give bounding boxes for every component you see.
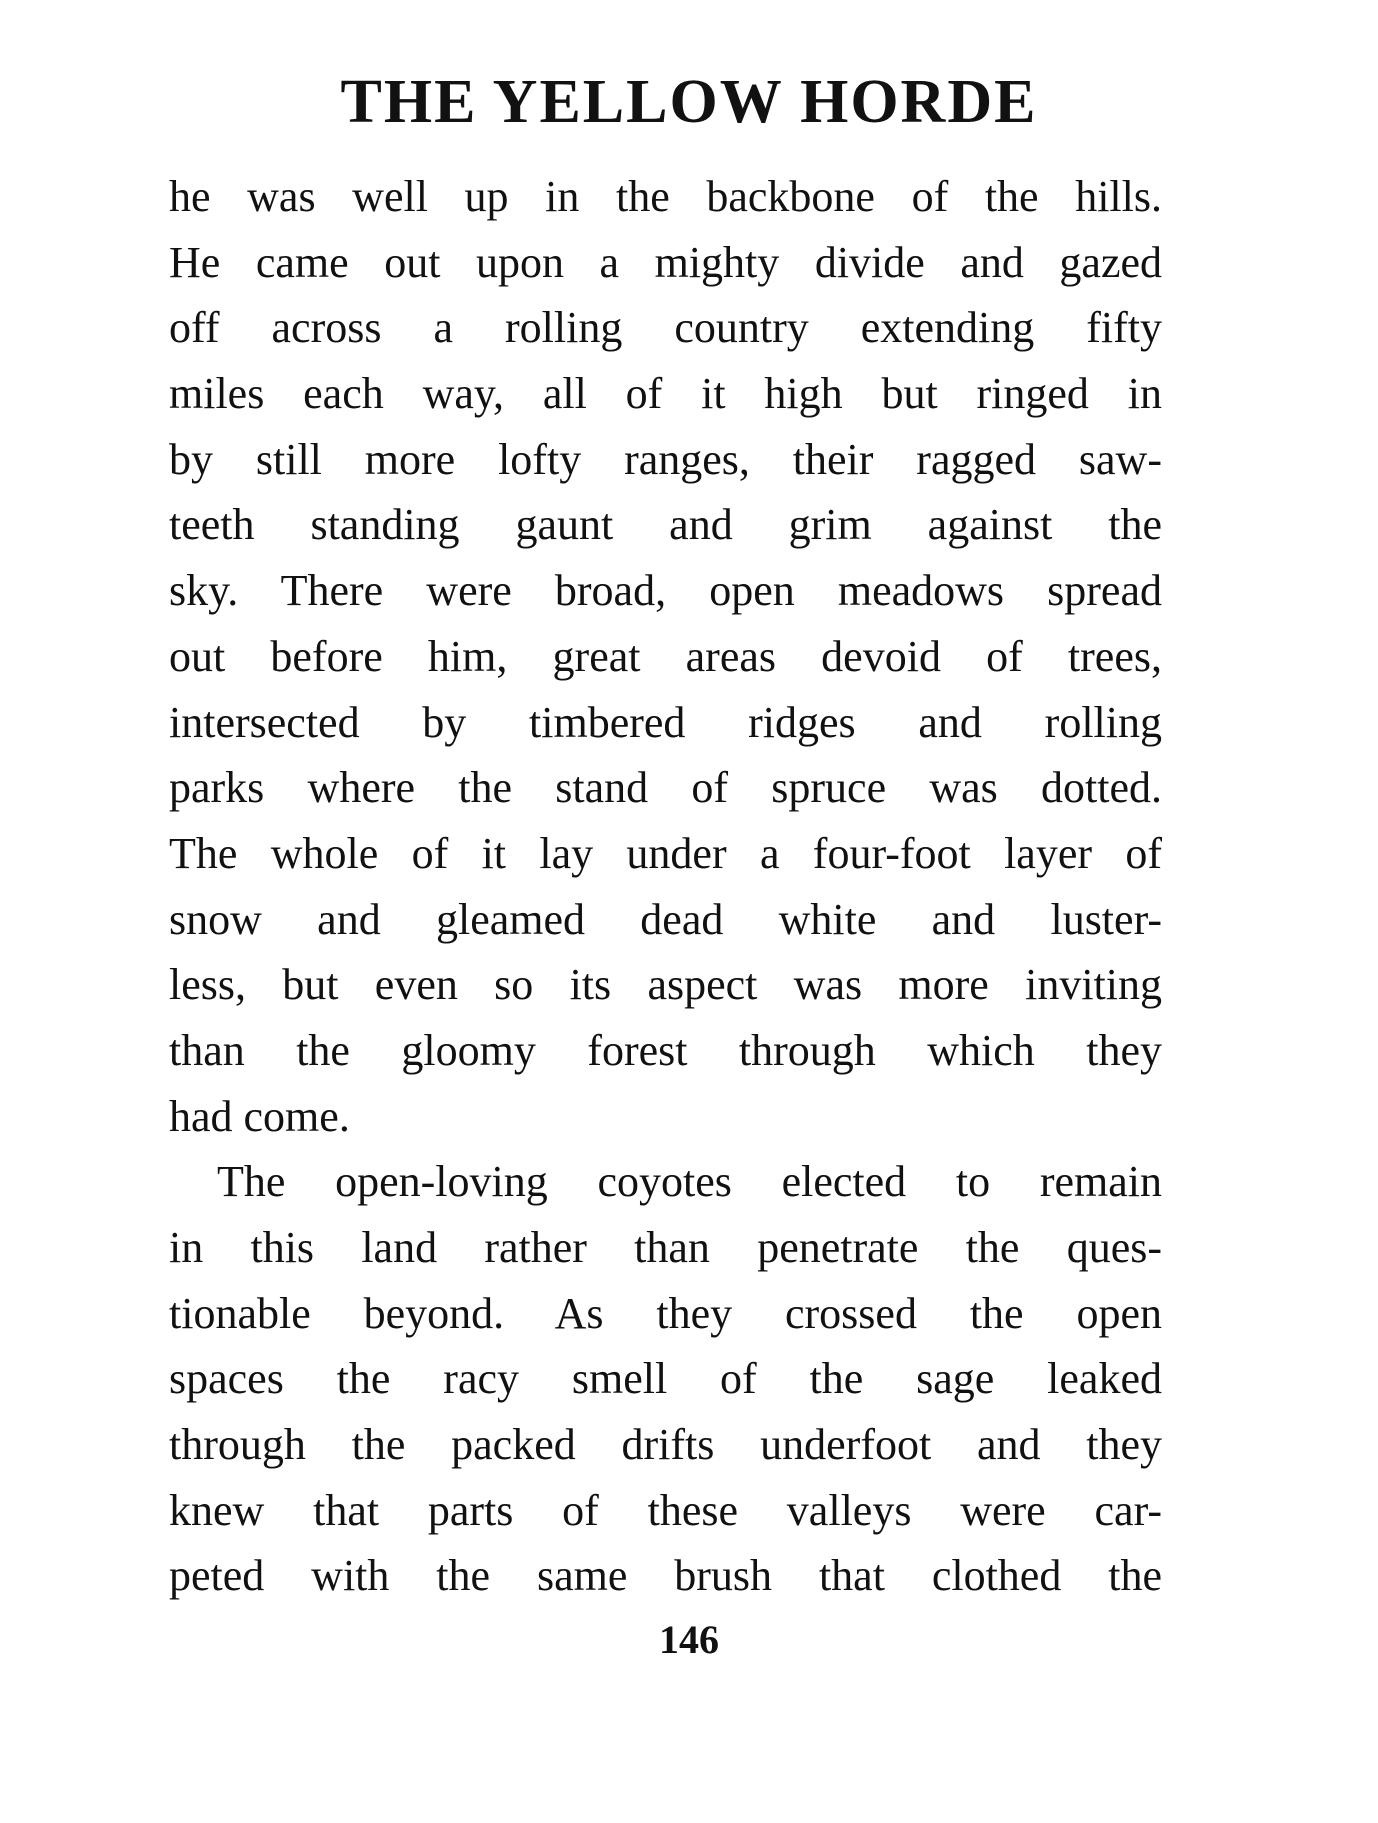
- text-line: he was well up in the backbone of the hills.: [169, 172, 1162, 221]
- text-line: had come.: [169, 1091, 350, 1141]
- paragraph: [169, 1149, 1162, 1609]
- text-line: out before him, great areas devoid of trees,: [169, 631, 1162, 681]
- text-line: tionable beyond. As they crossed the open: [169, 1288, 1162, 1338]
- paragraph: [169, 164, 1162, 1149]
- text-line: The whole of it lay under a four-foot layer of: [169, 828, 1162, 878]
- text-line: peted with the same brush that clothed the: [169, 1551, 1162, 1601]
- text-line: off across a rolling country extending fifty: [169, 303, 1162, 353]
- text-line: by still more lofty ranges, their ragged saw-: [169, 434, 1162, 484]
- running-head: THE YELLOW HORDE: [340, 68, 1038, 136]
- text-line: teeth standing gaunt and grim against the: [169, 500, 1162, 550]
- text-line: knew that parts of these valleys were car-: [169, 1485, 1162, 1535]
- text-line: in this land rather than penetrate the ques-: [169, 1223, 1162, 1272]
- text-line: intersected by timbered ridges and rolling: [169, 697, 1162, 747]
- text-line: parks where the stand of spruce was dotted.: [169, 763, 1162, 813]
- text-line: miles each way, all of it high but ringed in: [169, 369, 1162, 419]
- text-line: The open-loving coyotes elected to remain: [217, 1157, 1162, 1207]
- text-line: less, but even so its aspect was more inviting: [169, 960, 1162, 1010]
- text-line: snow and gleamed dead white and luster-: [169, 894, 1162, 944]
- text-line: than the gloomy forest through which they: [169, 1025, 1162, 1075]
- body-text: [169, 164, 1162, 1609]
- text-line: He came out upon a mighty divide and gazed: [169, 237, 1162, 287]
- text-line: spaces the racy smell of the sage leaked: [169, 1354, 1162, 1404]
- text-line: sky. There were broad, open meadows spread: [169, 566, 1162, 616]
- text-line: through the packed drifts underfoot and they: [169, 1420, 1162, 1470]
- page-number: 146: [659, 1617, 719, 1662]
